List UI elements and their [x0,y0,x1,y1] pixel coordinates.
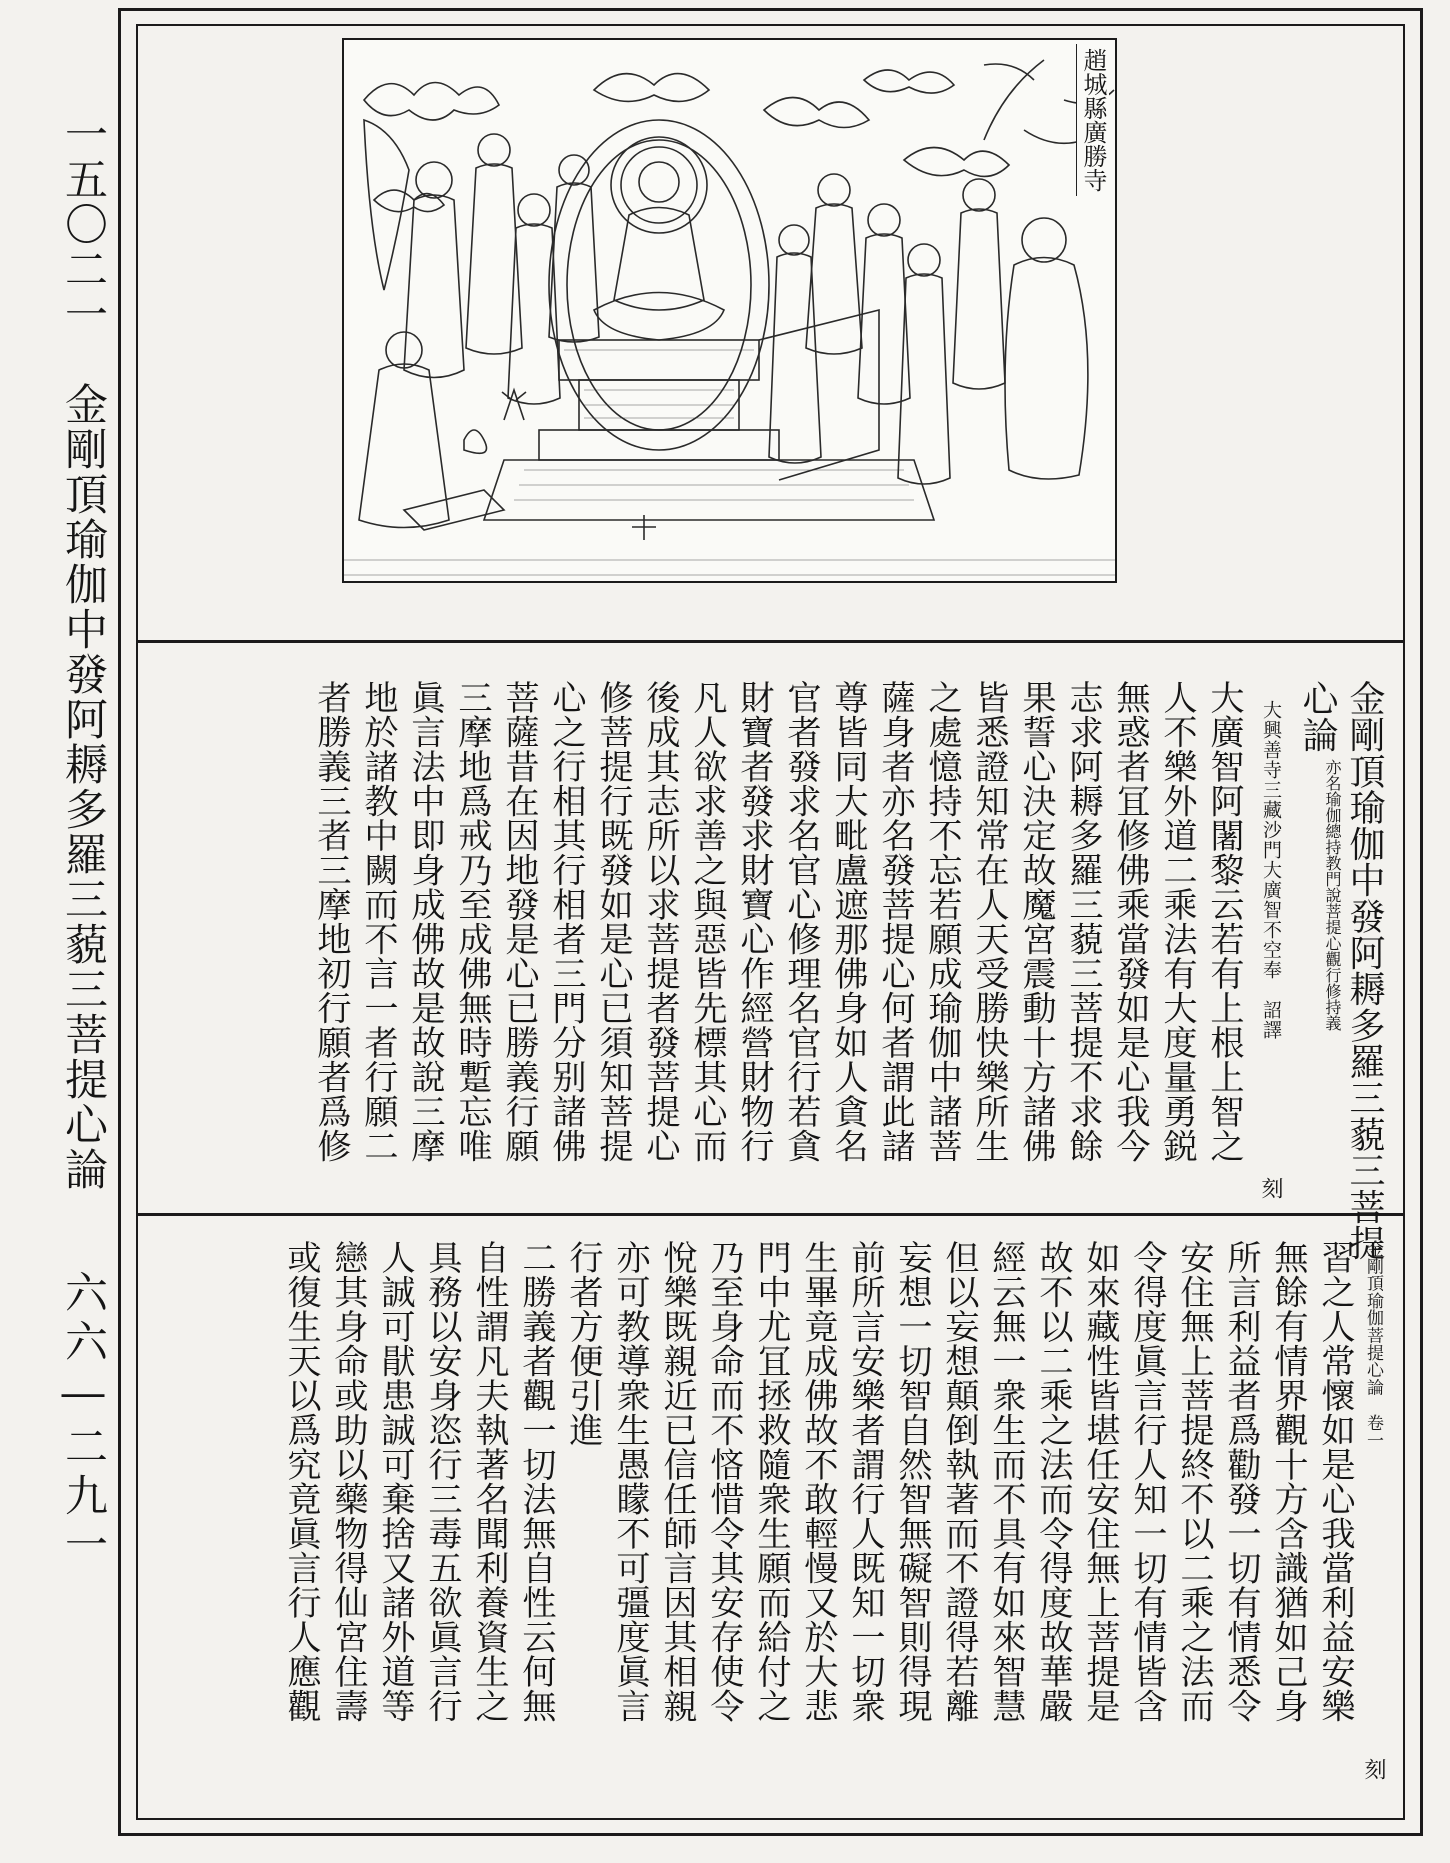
illustration-drawing [344,40,1117,583]
text-line: 經云無一衆生而不具有如來智慧 [986,1240,1026,1723]
text-line: 二勝義者觀一切法無自性云何無 [516,1240,556,1723]
text-line: 果誓心決定故魔宮震動十方諸佛 [1016,680,1056,1163]
text-line: 皆悉證知常在人天受勝快樂所生 [969,680,1009,1163]
text-line: 三摩地爲戒乃至成佛無時蹔忘唯 [452,680,492,1163]
text-line: 凡人欲求善之與惡皆先標其心而 [687,680,727,1163]
text-line: 菩薩昔在因地發是心已勝義行願 [499,680,539,1163]
text-line: 無惑者冝修佛乘當發如是心我今 [1110,680,1150,1163]
text-line: 安住無上菩提終不以二乘之法而 [1174,1240,1214,1723]
header-left [1358,1240,1388,1448]
text-line: 尊皆同大毗盧遮那佛身如人貪名 [828,680,868,1163]
text-line: 乃至身命而不悋惜令其安存使令 [704,1240,744,1723]
text-line: 故不以二乘之法而令得度故華嚴 [1033,1240,1073,1723]
text-line: 戀其身命或助以藥物得仙宮住壽 [328,1240,368,1723]
text-line: 所言利益者爲勸發一切有情悉令 [1221,1240,1261,1723]
header-volume-small: 卷一 [1363,1413,1383,1449]
text-line: 心之行相其行相者三門分别諸佛 [546,680,586,1163]
text-line: 生畢竟成佛故不敢輕慢又於大悲 [798,1240,838,1723]
text-line: 財寶者發求財寶心作經營財物行 [734,680,774,1163]
text-panel-1 [307,680,1388,1261]
text-line: 悅樂既親近已信任師言因其相親 [657,1240,697,1723]
margin-page-number: 六六―二九一 [58,1270,108,1571]
text-line: 但以妄想顛倒執著而不證得若離 [939,1240,979,1723]
sutra-title-notes [1323,759,1341,1031]
carve-mark: 刻 [1258,1177,1283,1200]
text-line: 令得度眞言行人知一切有情皆含 [1127,1240,1167,1723]
text-panel-2 [277,1240,1388,1800]
text-line: 者勝義三者三摩地初行願者爲修 [311,680,351,1163]
text-line: 後成其志所以求菩提者發菩提心 [640,680,680,1163]
text-line: 亦可教導衆生愚矇不可彊度眞言 [610,1240,650,1723]
sutra-title-main: 心論 [1297,680,1338,753]
text-line: 行者方便引進 [563,1240,603,1447]
text-line: 之處憶持不忘若願成瑜伽中諸菩 [922,680,962,1163]
text-line: 具務以安身恣行三毒五欲眞言行 [422,1240,462,1723]
translator-line [1247,680,1294,1200]
sutra-title-line-1: 金剛頂瑜伽中發阿耨多羅三藐三菩提 [1344,680,1385,1261]
header-line [1358,1240,1388,1780]
text-line: 自性謂凡夫執著名聞利養資生之 [469,1240,509,1723]
text-line: 志求阿耨多羅三藐三菩提不求餘 [1063,680,1103,1163]
text-line: 或復生天以爲究竟眞言行人應觀 [281,1240,321,1723]
margin-title: 一五〇二一 金剛頂瑜伽中發阿耨多羅三藐三菩提心論 [58,112,108,1192]
text-line: 大廣智阿闍黎云若有上根上智之 [1204,680,1244,1163]
text-line: 官者發求名官心修理名官行若貪 [781,680,821,1163]
text-line: 習之人常懷如是心我當利益安樂 [1315,1240,1355,1723]
translator-credit: 大興善寺三藏沙門大廣智不空奉 詔譯 [1260,700,1282,1040]
title-note-2: 菩提心觀行修持義 [1323,902,1342,1031]
text-line: 前所言安樂者謂行人既知一切衆 [845,1240,885,1723]
text-line: 修菩提行既發如是心已須知菩提 [593,680,633,1163]
text-line: 人不樂外道二乘法有大度量勇鋭 [1157,680,1197,1163]
title-note-1: 亦名瑜伽總持教門說 [1323,758,1342,903]
text-line: 無餘有情界觀十方含識猶如己身 [1268,1240,1308,1723]
text-line: 眞言法中即身成佛故是故說三摩 [405,680,445,1163]
text-line: 妄想一切智自然智無礙智則得現 [892,1240,932,1723]
text-line: 人誠可猒患誠可棄捨又諸外道等 [375,1240,415,1723]
sutra-title-line-2 [1294,680,1341,1220]
text-line: 如來藏性皆堪任安住無上菩提是 [1080,1240,1120,1723]
header-title-small: 金剛頂瑜伽菩提心論 [1363,1240,1383,1396]
text-line: 地於諸教中闕而不言一者行願二 [358,680,398,1163]
temple-label: 趙城縣廣勝寺 [1076,44,1109,196]
text-line: 薩身者亦名發菩提心何者謂此諸 [875,680,915,1163]
text-line: 門中尤冝拯救隨衆生願而給付之 [751,1240,791,1723]
frontispiece-illustration [342,38,1117,583]
carve-mark-2: 刻 [1361,1757,1386,1780]
divider-top [136,640,1405,643]
